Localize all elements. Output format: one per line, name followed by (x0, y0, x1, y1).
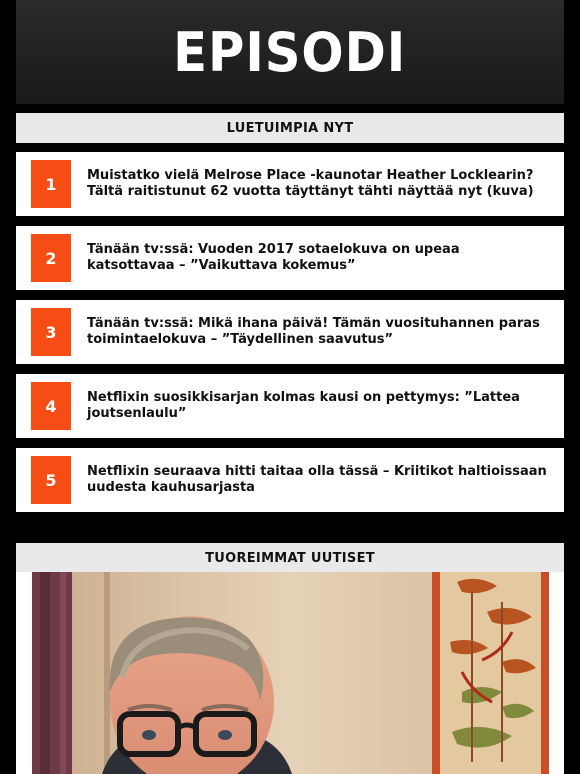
latest-news-title: TUOREIMMAT UUTISET (16, 543, 564, 573)
article-link[interactable]: Muistatko vielä Melrose Place -kaunotar Heather Locklearin? Tältä raitistunut 62 vuotta täyttänyt tähti näyttää nyt (kuva) (87, 168, 534, 199)
article-link[interactable]: Tänään tv:ssä: Mikä ihana päivä! Tämän vuosituhannen paras toimintaelokuva – ”Täydellinen saavutus” (87, 316, 540, 347)
article-link[interactable]: Netflixin seuraava hitti taitaa olla tässä – Kriitikot haltioissaan uudesta kauhusarjasta (87, 464, 547, 495)
news-photo-illustration (32, 572, 549, 774)
site-logo[interactable]: EPISODI (173, 20, 407, 84)
rank-badge: 5 (31, 456, 71, 504)
rank-badge: 4 (31, 382, 71, 430)
article-link[interactable]: Tänään tv:ssä: Vuoden 2017 sotaelokuva on upeaa katsottavaa – ”Vaikuttava kokemus” (87, 242, 460, 273)
list-item[interactable] (16, 448, 564, 512)
list-item[interactable] (16, 300, 564, 364)
list-item[interactable] (16, 226, 564, 290)
rank-badge: 1 (31, 160, 71, 208)
most-read-title: LUETUIMPIA NYT (16, 113, 564, 143)
list-item[interactable] (16, 374, 564, 438)
list-item[interactable] (16, 152, 564, 216)
rank-badge: 3 (31, 308, 71, 356)
rank-badge: 2 (31, 234, 71, 282)
article-link[interactable]: Netflixin suosikkisarjan kolmas kausi on pettymys: ”Lattea joutsenlaulu” (87, 390, 520, 421)
latest-news-card (16, 572, 564, 774)
most-read-list (16, 152, 564, 522)
site-header (16, 0, 564, 104)
news-photo[interactable] (32, 572, 549, 774)
